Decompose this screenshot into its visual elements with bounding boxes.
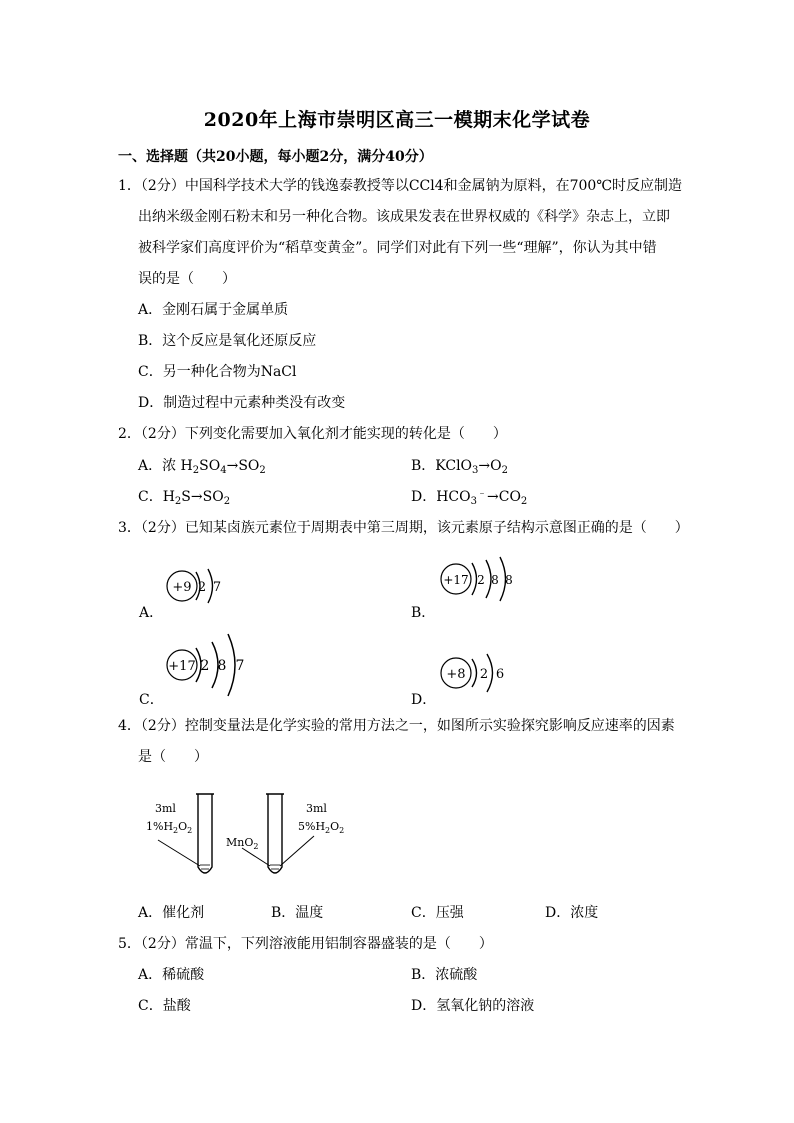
atom-b-nucleus: +17 (443, 573, 469, 587)
q4-stem-line-1: 4．（2分）控制变量法是化学实验的常用方法之一，如图所示实验探究影响反应速率的因素 (118, 718, 675, 734)
q1-option-b: B．这个反应是氧化还原反应 (138, 333, 317, 349)
q4-option-b: B．温度 (271, 905, 324, 921)
atom-a-shell-1: 2 (197, 580, 207, 595)
q5-option-a: A．稀硫酸 (138, 967, 205, 983)
atom-c-shell-2: 8 (217, 658, 227, 674)
option-b-label: B． (411, 605, 436, 621)
atom-a-shell-2: 7 (212, 580, 222, 595)
right-concentration-label: $5\%H_2O_2$ (298, 820, 345, 835)
atom-b-shell-3: 8 (505, 573, 513, 587)
q4-option-c: C．压强 (411, 905, 464, 921)
q5-stem: 5．（2分）常温下，下列溶液能用铝制容器盛装的是（ ） (118, 936, 493, 952)
atom-d-shell-2: 6 (495, 667, 505, 682)
q4-option-d: D．浓度 (545, 905, 599, 921)
atom-c-nucleus: +17 (168, 659, 196, 674)
q2-option-d: D．$HCO_3^﹣\to CO_2$ (411, 488, 528, 507)
atom-c-shell-3: 7 (235, 658, 245, 674)
q5-option-b: B．浓硫酸 (411, 967, 478, 983)
right-volume-label: 3ml (306, 802, 327, 815)
atom-d-nucleus: +8 (446, 667, 466, 682)
left-volume-label: 3ml (155, 802, 176, 815)
q1-option-a: A．金刚石属于金属单质 (138, 302, 289, 318)
section-heading: 一、选择题（共20小题，每小题2分，满分40分） (118, 149, 433, 165)
page-title: 2020年上海市崇明区高三一模期末化学试卷 (203, 109, 591, 131)
q4-stem-line-2: 是（ ） (138, 749, 208, 765)
q2-option-b: B．$KClO_3\to O_2$ (411, 458, 509, 476)
q2-stem: 2．（2分）下列变化需要加入氧化剂才能实现的转化是（ ） (118, 426, 507, 442)
q2-option-c: C．$H_2S\to SO_2$ (138, 489, 231, 507)
q1-option-c: C．另一种化合物为NaCl (138, 364, 297, 380)
q3-stem: 3．（2分）已知某卤族元素位于周期表中第三周期，该元素原子结构示意图正确的是（ ） (118, 520, 689, 536)
atom-b-shell-2: 8 (491, 573, 499, 587)
q4-option-a: A．催化剂 (138, 905, 205, 921)
atom-a-nucleus: +9 (172, 580, 192, 595)
option-a-label: A． (139, 605, 164, 621)
option-d-label: D． (411, 692, 437, 708)
atom-b-shell-1: 2 (477, 573, 485, 587)
atom-a (138, 569, 221, 621)
q2-option-a: A．浓 $H_2SO_4\to SO_2$ (138, 458, 266, 476)
atom-c (139, 634, 244, 708)
q5-option-c: C．盐酸 (138, 998, 191, 1014)
catalyst-label: MnO$_2$ (226, 836, 259, 851)
left-concentration-label: $1\%H_2O_2$ (146, 820, 193, 835)
atom-d-shell-1: 2 (479, 667, 489, 682)
test-tube-figure (138, 792, 398, 892)
q1-stem-line-2: 出纳米级金刚石粉末和另一种化合物。该成果发表在世界权威的《科学》杂志上，立即 (138, 209, 670, 225)
atom-c-shell-1: 2 (200, 658, 210, 674)
option-c-label: C． (139, 692, 164, 708)
atom-b (411, 557, 513, 621)
q5-option-d: D．氢氧化钠的溶液 (411, 998, 535, 1014)
q1-stem-line-1: 1．（2分）中国科学技术大学的钱逸泰教授等以CCl4和金属钠为原料，在700℃时反应制造 (118, 178, 683, 194)
q1-stem-line-4: 误的是（ ） (138, 271, 236, 287)
atom-d (411, 654, 504, 708)
q1-option-d: D．制造过程中元素种类没有改变 (138, 395, 346, 411)
q1-stem-line-3: 被科学家们高度评价为“稻草变黄金”。同学们对此有下列一些“理解”，你认为其中错 (138, 240, 657, 256)
